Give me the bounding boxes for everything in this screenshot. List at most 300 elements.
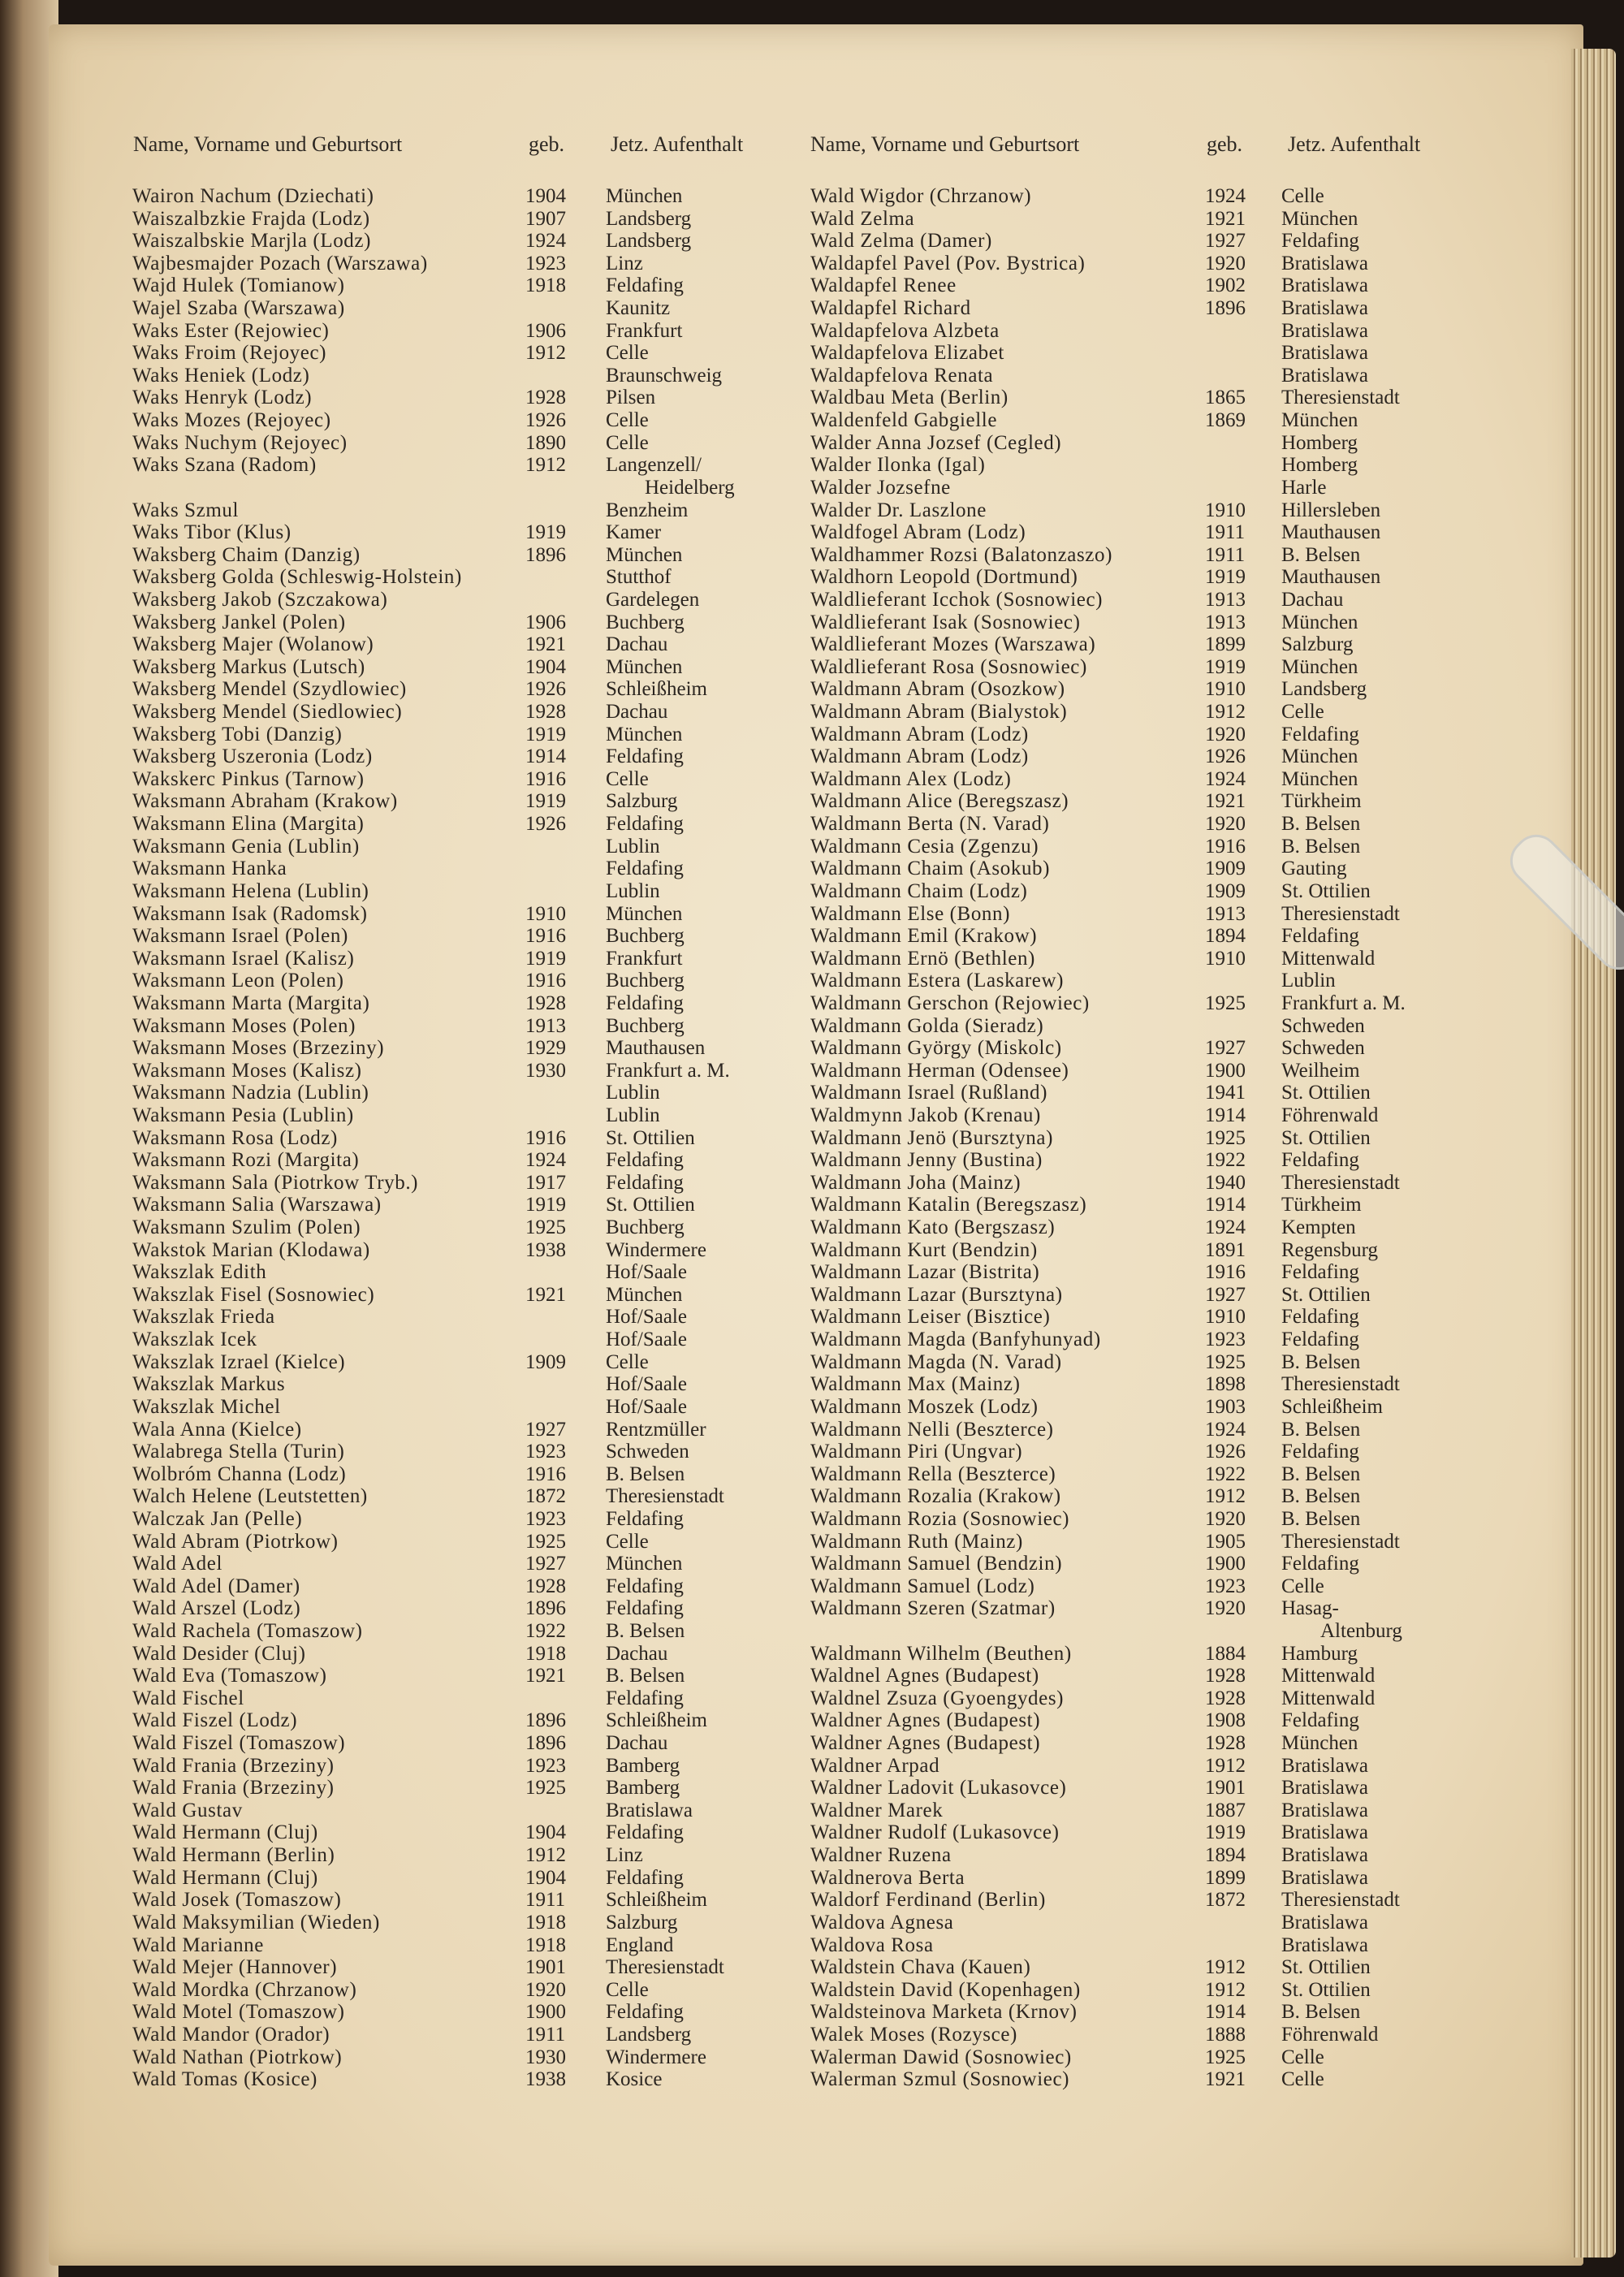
entry-birth-year: 1912 [525,1844,566,1867]
entry-residence: St. Ottilien [1281,879,1371,902]
entry-residence: Kamer [606,521,662,544]
entry-residence: Feldafing [606,992,684,1014]
entry-name: Waldlieferant Icchok (Sosnowiec) [810,588,1104,611]
entry-birth-year: 1904 [525,185,566,207]
entry-residence: Bratislawa [1281,1777,1368,1800]
entry-birth-year: 1921 [525,1665,566,1687]
entry-name: Waldmann Szeren (Szatmar) [810,1597,1056,1620]
entry-birth-year: 1925 [525,1216,566,1239]
entry-name: Waldmann Kurt (Bendzin) [810,1238,1038,1261]
entry-residence: Gauting [1281,858,1347,880]
entry-name: Waldmann Leiser (Bisztice) [810,1306,1051,1329]
entry-name: Waldmann Chaim (Lodz) [810,879,1028,902]
entry-name: Wald Hermann (Cluj) [132,1821,318,1844]
entry-birth-year: 1911 [1205,521,1246,544]
entry-name: Waldmann Berta (N. Varad) [810,813,1050,836]
entry-birth-year: 1909 [1205,879,1246,902]
entry-name: Waksmann Helena (Lublin) [132,879,369,902]
entry-name: Wakszlak Markus [132,1373,286,1396]
entry-birth-year: 1919 [525,723,566,745]
entry-name: Wakszlak Frieda [132,1306,275,1329]
entry-residence: Dachau [606,1642,668,1665]
entry-residence: Schweden [1281,1014,1365,1037]
entry-residence: Bratislawa [1281,1844,1368,1867]
entry-birth-year: 1921 [525,1283,566,1306]
entry-name: Waldner Rudolf (Lukasovce) [810,1821,1060,1844]
entry-residence: Buchberg [606,1014,685,1037]
entry-name: Walabrega Stella (Turin) [132,1441,345,1463]
entry-residence: München [606,185,683,207]
entry-birth-year: 1914 [1205,1104,1246,1126]
entry-birth-year: 1888 [1205,2023,1246,2046]
entry-name: Waldmann Samuel (Lodz) [810,1575,1035,1597]
entry-name: Waldmann Katalin (Beregszasz) [810,1194,1087,1216]
entry-name: Waldmann Alice (Beregszasz) [810,790,1069,813]
entry-name: Waldfogel Abram (Lodz) [810,521,1026,544]
entry-name: Waldnerova Berta [810,1866,965,1889]
entry-birth-year: 1927 [1205,1283,1246,1306]
entry-residence: England [606,1934,674,1956]
entry-residence: Heidelberg [645,476,735,499]
entry-name: Walder Dr. Laszlone [810,499,987,521]
entry-name: Wald Adel (Damer) [132,1575,300,1597]
entry-residence: Hasag- [1281,1597,1339,1620]
entry-birth-year: 1940 [1205,1171,1246,1194]
entry-birth-year: 1941 [1205,1082,1246,1104]
entry-residence: Schleißheim [606,1889,707,1912]
right-header-name: Name, Vorname und Geburtsort [810,132,1080,156]
entry-residence: Feldafing [606,1821,684,1844]
entry-name: Wakskerc Pinkus (Tarnow) [132,767,365,790]
entry-birth-year: 1920 [1205,252,1246,274]
entry-residence: Feldafing [606,2001,684,2024]
entry-birth-year: 1912 [525,342,566,365]
entry-residence: Frankfurt a. M. [606,1059,730,1082]
entry-residence: Celle [1281,185,1324,207]
entry-residence: Dachau [606,701,668,724]
entry-name: Waldhammer Rozsi (Balatonzaszo) [810,543,1113,566]
entry-name: Waldner Ruzena [810,1844,952,1867]
entry-residence: Bratislawa [1281,342,1368,365]
entry-birth-year: 1917 [525,1171,566,1194]
entry-residence: St. Ottilien [1281,1956,1371,1979]
entry-birth-year: 1911 [1205,543,1246,566]
entry-birth-year: 1896 [1205,297,1246,320]
entry-residence: Kosice [606,2068,663,2091]
entry-name: Waldmann Rella (Beszterce) [810,1463,1056,1485]
entry-residence: München [1281,611,1358,633]
entry-birth-year: 1924 [1205,1418,1246,1441]
entry-birth-year: 1928 [1205,1687,1246,1709]
entry-name: Walch Helene (Leutstetten) [132,1485,368,1508]
entry-residence: Benzheim [606,499,689,521]
entry-name: Wald Mordka (Chrzanow) [132,1978,357,2001]
entry-birth-year: 1926 [1205,1441,1246,1463]
entry-name: Waldapfel Renee [810,274,957,297]
entry-birth-year: 1896 [525,543,566,566]
entry-name: Waldlieferant Isak (Sosnowiec) [810,611,1081,633]
entry-birth-year: 1918 [525,274,566,297]
entry-name: Wald Eva (Tomaszow) [132,1665,327,1687]
entry-residence: Landsberg [606,207,692,230]
entry-name: Waldner Agnes (Budapest) [810,1732,1041,1755]
entry-name: Wald Maksymilian (Wieden) [132,1911,380,1934]
entry-name: Waldapfelova Alzbeta [810,319,1000,342]
entry-name: Waldmann Estera (Laskarew) [810,970,1065,992]
entry-name: Wald Nathan (Piotrkow) [132,2046,343,2068]
entry-birth-year: 1929 [525,1037,566,1060]
entry-birth-year: 1920 [1205,813,1246,836]
entry-name: Waksberg Tobi (Danzig) [132,723,343,745]
entry-residence: Feldafing [606,1575,684,1597]
entry-residence: Bamberg [606,1777,680,1800]
entry-residence: B. Belsen [606,1620,685,1642]
entry-residence: München [1281,767,1358,790]
entry-name: Waldmann Golda (Sieradz) [810,1014,1044,1037]
entry-birth-year: 1926 [1205,745,1246,768]
entry-birth-year: 1919 [525,1194,566,1216]
entry-name: Waldstein David (Kopenhagen) [810,1978,1081,2001]
entry-name: Waksmann Israel (Kalisz) [132,947,355,970]
entry-name: Waksberg Majer (Wolanow) [132,633,374,656]
entry-birth-year: 1927 [1205,1037,1246,1060]
entry-name: Waksberg Chaim (Danzig) [132,543,361,566]
entry-birth-year: 1927 [525,1418,566,1441]
entry-birth-year: 1919 [1205,566,1246,589]
entry-name: Waldmann Alex (Lodz) [810,767,1012,790]
entry-residence: Landsberg [606,230,692,253]
entry-birth-year: 1872 [525,1485,566,1508]
entry-birth-year: 1901 [1205,1777,1246,1800]
entry-name: Wald Marianne [132,1934,264,1956]
entry-name: Waldmann Kato (Bergszasz) [810,1216,1056,1239]
entry-name: Wald Gustav [132,1799,243,1821]
entry-residence: B. Belsen [606,1665,685,1687]
entry-residence: Regensburg [1281,1238,1378,1261]
entry-residence: Schleißheim [606,1709,707,1732]
entry-name: Wald Fischel [132,1687,244,1709]
entry-name: Waldsteinova Marketa (Krnov) [810,2001,1078,2024]
entry-residence: Bratislawa [1281,1799,1368,1821]
entry-name: Waldmann Else (Bonn) [810,902,1011,925]
entry-birth-year: 1911 [525,2023,566,2046]
entry-name: Waksmann Salia (Warszawa) [132,1194,382,1216]
entry-residence: Celle [606,767,649,790]
entry-name: Waldenfeld Gabgielle [810,409,998,432]
entry-residence: Feldafing [606,1507,684,1530]
entry-birth-year: 1904 [525,1821,566,1844]
entry-birth-year: 1913 [1205,588,1246,611]
entry-residence: München [606,543,683,566]
entry-residence: Windermere [606,1238,706,1261]
entry-residence: B. Belsen [1281,2001,1361,2024]
entry-name: Waldmann Lazar (Bistrita) [810,1261,1040,1284]
entry-name: Waldmann Magda (N. Varad) [810,1350,1062,1373]
entry-name: Walder Ilonka (Igal) [810,454,986,477]
entry-residence: Bamberg [606,1754,680,1777]
entry-name: Waldmann Moszek (Lodz) [810,1395,1039,1418]
entry-residence: Langenzell/ [606,454,702,477]
entry-birth-year: 1912 [525,454,566,477]
entry-name: Waldmann Lazar (Bursztyna) [810,1283,1063,1306]
entry-birth-year: 1900 [525,2001,566,2024]
entry-name: Waks Nuchym (Rejoyec) [132,431,348,454]
entry-residence: Feldafing [606,858,684,880]
entry-residence: Feldafing [1281,1306,1359,1329]
entry-residence: St. Ottilien [1281,1978,1371,2001]
entry-name: Waks Henryk (Lodz) [132,387,313,409]
entry-name: Waksmann Nadzia (Lublin) [132,1082,369,1104]
entry-residence: Feldafing [1281,1149,1359,1172]
entry-birth-year: 1920 [525,1978,566,2001]
entry-residence: Mauthausen [1281,521,1381,544]
entry-name: Wolbróm Channa (Lodz) [132,1463,347,1485]
left-header-residence: Jetz. Aufenthalt [611,132,744,156]
entry-residence: Harle [1281,476,1327,499]
entry-residence: Feldafing [606,1171,684,1194]
entry-name: Waldmann Chaim (Asokub) [810,858,1051,880]
entry-residence: Föhrenwald [1281,2023,1379,2046]
entry-residence: Bratislawa [1281,1911,1368,1934]
entry-birth-year: 1924 [1205,767,1246,790]
entry-residence: B. Belsen [1281,1463,1361,1485]
entry-residence: B. Belsen [1281,813,1361,836]
entry-birth-year: 1914 [525,745,566,768]
entry-name: Waksmann Moses (Brzeziny) [132,1037,385,1060]
entry-residence: St. Ottilien [1281,1082,1371,1104]
entry-name: Wajbesmajder Pozach (Warszawa) [132,252,428,274]
entry-name: Waksmann Moses (Kalisz) [132,1059,362,1082]
entry-birth-year: 1918 [525,1642,566,1665]
entry-name: Waldmann Jenö (Bursztyna) [810,1126,1054,1149]
entry-name: Waks Tibor (Klus) [132,521,292,544]
entry-residence: Bratislawa [1281,1866,1368,1889]
entry-name: Wakszlak Icek [132,1329,257,1351]
entry-birth-year: 1921 [1205,2068,1246,2091]
entry-residence: Homberg [1281,431,1358,454]
entry-residence: Kaunitz [606,297,671,320]
entry-residence: Frankfurt [606,319,683,342]
entry-residence: St. Ottilien [1281,1126,1371,1149]
entry-birth-year: 1916 [525,1463,566,1485]
entry-name: Waldmann Cesia (Zgenzu) [810,835,1039,858]
entry-birth-year: 1894 [1205,925,1246,948]
entry-birth-year: 1902 [1205,274,1246,297]
entry-birth-year: 1891 [1205,1238,1246,1261]
entry-name: Walder Anna Jozsef (Cegled) [810,431,1062,454]
entry-birth-year: 1904 [525,1866,566,1889]
entry-name: Waldmann Magda (Banfyhunyad) [810,1329,1101,1351]
entry-residence: Lublin [606,1104,660,1126]
entry-birth-year: 1916 [1205,835,1246,858]
entry-residence: Salzburg [606,790,678,813]
entry-name: Wald Mandor (Orador) [132,2023,330,2046]
entry-residence: Feldafing [1281,1553,1359,1575]
entry-residence: Hamburg [1281,1642,1358,1665]
entry-residence: Bratislawa [1281,274,1368,297]
entry-residence: Theresienstadt [1281,387,1400,409]
entry-residence: Frankfurt a. M. [1281,992,1406,1014]
entry-birth-year: 1916 [525,1126,566,1149]
entry-name: Wald Mejer (Hannover) [132,1956,338,1979]
entry-name: Waiszalbzkie Frajda (Lodz) [132,207,370,230]
entry-residence: Buchberg [606,611,685,633]
entry-birth-year: 1925 [1205,1126,1246,1149]
entry-residence: Buchberg [606,1216,685,1239]
entry-name: Wald Frania (Brzeziny) [132,1777,335,1800]
entry-residence: Kempten [1281,1216,1356,1239]
entry-residence: Rentzmüller [606,1418,706,1441]
entry-birth-year: 1869 [1205,409,1246,432]
entry-birth-year: 1906 [525,319,566,342]
entry-name: Waldner Ladovit (Lukasovce) [810,1777,1067,1800]
entry-residence: Dachau [606,1732,668,1755]
entry-residence: Theresienstadt [1281,1373,1400,1396]
entry-residence: Schweden [606,1441,689,1463]
entry-birth-year: 1919 [1205,1821,1246,1844]
entry-name: Waksberg Markus (Lutsch) [132,655,365,678]
entry-name: Wald Fiszel (Tomaszow) [132,1732,346,1755]
entry-name: Waksmann Rozi (Margita) [132,1149,360,1172]
entry-birth-year: 1928 [525,701,566,724]
entry-residence: Celle [1281,1575,1324,1597]
entry-name: Waldlieferant Mozes (Warszawa) [810,633,1096,656]
page-edges [1571,49,1616,2258]
entry-name: Waks Szana (Radom) [132,454,317,477]
entry-birth-year: 1910 [1205,947,1246,970]
entry-residence: St. Ottilien [1281,1283,1371,1306]
entry-residence: Mauthausen [1281,566,1381,589]
entry-birth-year: 1924 [1205,1216,1246,1239]
entry-name: Wald Motel (Tomaszow) [132,2001,345,2024]
entry-name: Waks Froim (Rejoyec) [132,342,327,365]
entry-residence: München [606,723,683,745]
entry-birth-year: 1925 [525,1777,566,1800]
entry-name: Waldbau Meta (Berlin) [810,387,1009,409]
entry-name: Waldner Agnes (Budapest) [810,1709,1041,1732]
entry-residence: B. Belsen [1281,835,1361,858]
entry-birth-year: 1925 [1205,1350,1246,1373]
entry-birth-year: 1904 [525,655,566,678]
entry-residence: Lublin [606,879,660,902]
entry-name: Waksmann Genia (Lublin) [132,835,360,858]
entry-name: Waksmann Moses (Polen) [132,1014,356,1037]
entry-name: Waldmann Abram (Lodz) [810,723,1029,745]
entry-name: Waksmann Abraham (Krakow) [132,790,398,813]
entry-name: Waksmann Hanka [132,858,287,880]
entry-birth-year: 1908 [1205,1709,1246,1732]
entry-name: Waldapfelova Renata [810,364,994,387]
entry-birth-year: 1913 [1205,611,1246,633]
entry-residence: B. Belsen [1281,1507,1361,1530]
entry-name: Waksmann Marta (Margita) [132,992,370,1014]
entry-residence: Hof/Saale [606,1395,687,1418]
entry-residence: München [1281,1732,1358,1755]
entry-residence: Theresienstadt [1281,1530,1400,1553]
entry-name: Waksmann Elina (Margita) [132,813,365,836]
entry-residence: Türkheim [1281,1194,1362,1216]
entry-name: Waldnel Agnes (Budapest) [810,1665,1039,1687]
entry-birth-year: 1910 [1205,499,1246,521]
entry-name: Wald Tomas (Kosice) [132,2068,317,2091]
entry-birth-year: 1899 [1205,633,1246,656]
entry-name: Waldmann György (Miskolc) [810,1037,1062,1060]
entry-residence: Feldafing [606,1866,684,1889]
entry-name: Wakszlak Michel [132,1395,281,1418]
entry-birth-year: 1865 [1205,387,1246,409]
entry-birth-year: 1916 [525,925,566,948]
entry-name: Waks Heniek (Lodz) [132,364,310,387]
entry-residence: Theresienstadt [606,1956,724,1979]
entry-name: Waksmann Isak (Radomsk) [132,902,368,925]
entry-birth-year: 1884 [1205,1642,1246,1665]
entry-residence: Altenburg [1320,1620,1402,1642]
entry-name: Waiszalbskie Marjla (Lodz) [132,230,372,253]
entry-name: Wald Hermann (Cluj) [132,1866,318,1889]
entry-birth-year: 1903 [1205,1395,1246,1418]
entry-residence: Mittenwald [1281,1665,1376,1687]
entry-residence: Feldafing [1281,1441,1359,1463]
entry-name: Waks Ester (Rejowiec) [132,319,330,342]
entry-residence: B. Belsen [1281,1350,1361,1373]
entry-name: Waldmann Abram (Bialystok) [810,701,1068,724]
entry-residence: B. Belsen [1281,543,1361,566]
entry-residence: Bratislawa [1281,1934,1368,1956]
entry-name: Waldmann Joha (Mainz) [810,1171,1021,1194]
entry-name: Waldner Marek [810,1799,944,1821]
entry-residence: Weilheim [1281,1059,1360,1082]
entry-name: Waldmynn Jakob (Krenau) [810,1104,1041,1126]
entry-birth-year: 1919 [525,947,566,970]
entry-name: Waldmann Emil (Krakow) [810,925,1038,948]
entry-birth-year: 1913 [1205,902,1246,925]
entry-birth-year: 1912 [1205,1485,1246,1508]
entry-name: Wald Abram (Piotrkow) [132,1530,339,1553]
entry-birth-year: 1925 [1205,2046,1246,2068]
entry-residence: Braunschweig [606,364,723,387]
entry-birth-year: 1920 [1205,723,1246,745]
entry-birth-year: 1872 [1205,1889,1246,1912]
entry-residence: Landsberg [606,2023,692,2046]
entry-residence: Feldafing [1281,230,1359,253]
right-header-residence: Jetz. Aufenthalt [1288,132,1421,156]
entry-residence: Windermere [606,2046,706,2068]
entry-residence: Stutthof [606,566,672,589]
entry-name: Waldner Arpad [810,1754,940,1777]
entry-residence: Mittenwald [1281,947,1376,970]
entry-name: Wakszlak Izrael (Kielce) [132,1350,346,1373]
entry-birth-year: 1911 [525,1889,566,1912]
entry-name: Waldmann Wilhelm (Beuthen) [810,1642,1072,1665]
entry-birth-year: 1924 [525,230,566,253]
left-header-name: Name, Vorname und Geburtsort [133,132,403,156]
entry-birth-year: 1909 [1205,858,1246,880]
entry-residence: München [606,1553,683,1575]
entry-name: Waldmann Samuel (Bendzin) [810,1553,1063,1575]
entry-residence: Frankfurt [606,947,683,970]
entry-residence: Bratislawa [1281,364,1368,387]
entry-residence: Lublin [606,1082,660,1104]
entry-residence: Celle [606,431,649,454]
entry-name: Waldova Rosa [810,1934,934,1956]
entry-birth-year: 1925 [525,1530,566,1553]
entry-birth-year: 1916 [525,970,566,992]
entry-residence: Bratislawa [1281,1754,1368,1777]
entry-birth-year: 1910 [1205,678,1246,701]
entry-residence: St. Ottilien [606,1126,695,1149]
entry-residence: Mittenwald [1281,1687,1376,1709]
entry-residence: Feldafing [606,274,684,297]
